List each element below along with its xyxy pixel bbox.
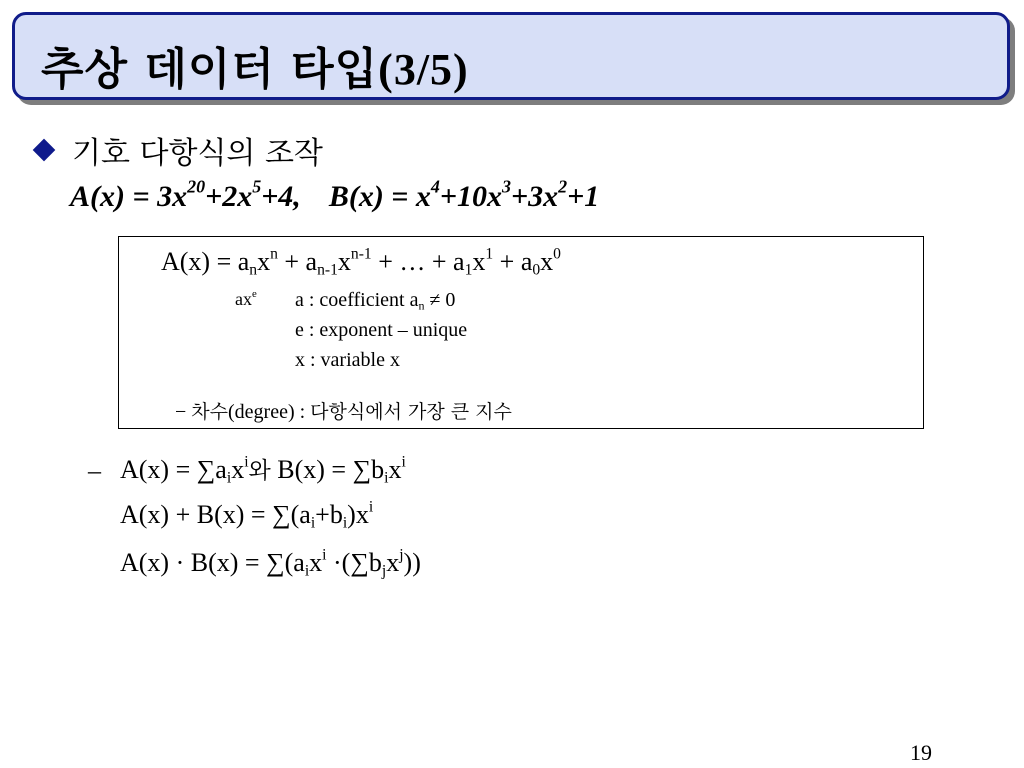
title-box	[12, 12, 1010, 100]
page-number: 19	[910, 740, 932, 765]
op-sup: i	[368, 498, 374, 516]
def-sub: 1	[464, 261, 473, 279]
definition-box	[118, 236, 924, 429]
op-sub: i	[342, 514, 348, 532]
title-number: (3/5)	[378, 45, 469, 94]
def-sub: 0	[532, 261, 541, 279]
def-sup: 0	[553, 245, 561, 263]
exponent-line: e : exponent – unique	[295, 319, 468, 341]
operation-sum-definition	[120, 452, 406, 485]
op-part: x	[309, 548, 323, 577]
formula-a-text: A(x) = 3x	[70, 180, 188, 213]
term-exp: e	[252, 287, 257, 300]
op-sub: i	[226, 469, 232, 487]
degree-english: (degree) :	[228, 401, 311, 423]
formula-b-exp1: 4	[430, 176, 440, 197]
op-sub: i	[384, 469, 389, 487]
def-sup: n	[270, 245, 278, 263]
formula-b-exp3: 2	[558, 176, 568, 197]
op-sub: i	[310, 514, 316, 532]
op-sub: i	[304, 562, 310, 580]
coefficient-line	[295, 289, 455, 312]
coefficient-condition: ≠ 0	[424, 289, 456, 311]
polynomial-definition	[161, 247, 561, 277]
def-sup: n-1	[350, 245, 372, 263]
op-part: ))	[403, 548, 421, 577]
def-part: x	[337, 247, 351, 276]
op-part: x	[388, 455, 402, 484]
formula-a-exp1: 20	[187, 176, 206, 197]
formula-b-exp2: 3	[502, 176, 512, 197]
op-part: +b	[315, 500, 343, 529]
def-part: + … + a	[371, 247, 465, 276]
formula-a-mid: +2x	[205, 180, 253, 213]
operations-dash: –	[88, 456, 101, 485]
formula-b-mid1: +10x	[439, 180, 503, 213]
def-part: A(x) = a	[161, 247, 250, 276]
op-part: A(x) + B(x) = ∑(a	[120, 500, 311, 529]
def-sup: 1	[485, 245, 494, 263]
op-sup: i	[244, 453, 249, 471]
operation-addition	[120, 500, 373, 530]
formula-b-text: B(x) = x	[328, 180, 431, 213]
op-part: ·(∑b	[326, 548, 382, 577]
slide-title	[41, 33, 469, 97]
section-heading: 기호 다항식의 조작	[72, 136, 323, 171]
op-sup: j	[399, 546, 404, 564]
formula-b-end: +1	[567, 180, 600, 213]
op-part: )x	[347, 500, 369, 529]
op-part: x	[386, 548, 400, 577]
def-sub: n	[249, 261, 258, 279]
title-korean: 추상 데이터 타입	[41, 44, 379, 95]
def-sub: n-1	[317, 261, 338, 279]
coefficient-sub: n	[418, 298, 425, 313]
term-base: ax	[235, 289, 252, 309]
polynomial-examples	[70, 176, 600, 214]
def-part: x	[472, 247, 486, 276]
degree-korean: 차수	[191, 401, 228, 423]
def-part: x	[257, 247, 271, 276]
coefficient-text: a : coefficient a	[295, 289, 419, 311]
op-part: x	[231, 455, 245, 484]
op-sub: j	[381, 562, 387, 580]
def-part: + a	[493, 247, 533, 276]
op-part: A(x) · B(x) = ∑(a	[120, 548, 305, 577]
op-sup: i	[322, 546, 327, 564]
formula-b-mid2: +3x	[511, 180, 559, 213]
op-korean-and: 와	[248, 458, 271, 484]
op-part: B(x) = ∑b	[270, 455, 385, 484]
degree-description: 다항식에서 가장 큰 지수	[310, 401, 512, 423]
degree-line	[175, 397, 512, 424]
formula-a-end: +4,	[261, 180, 301, 213]
term-notation	[235, 289, 257, 310]
def-part: x	[540, 247, 554, 276]
degree-dash: −	[175, 401, 187, 423]
operation-multiplication	[120, 548, 421, 578]
def-part: + a	[277, 247, 318, 276]
formula-a-exp2: 5	[252, 176, 262, 197]
op-part: A(x) = ∑a	[120, 455, 227, 484]
diamond-bullet-icon	[33, 139, 56, 162]
variable-line: x : variable x	[295, 349, 400, 371]
op-sup: i	[401, 453, 406, 471]
